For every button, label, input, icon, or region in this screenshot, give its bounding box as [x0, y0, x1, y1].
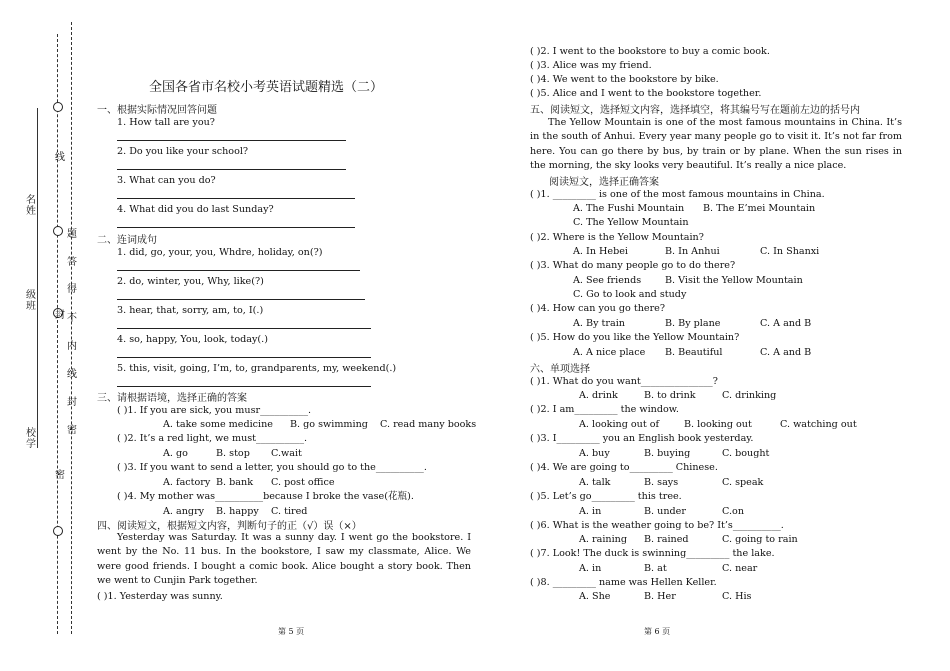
- s6-q3-option-b: B. buying: [644, 448, 691, 459]
- s2-question-3: 3. hear, that, sorry, am, to, I(.): [117, 305, 264, 316]
- binding-hole-2: [53, 226, 63, 236]
- s3-q4-option-b: B. happy: [216, 506, 259, 517]
- s2-question-5: 5. this, visit, going, I’m, to, grandparents, my, weekend(.): [117, 363, 397, 374]
- answer-line: [117, 198, 355, 199]
- s4-item-2: ( )2. I went to the bookstore to buy a comic book.: [530, 46, 770, 57]
- s6-q3-option-a: A. buy: [579, 448, 610, 459]
- s5-q2-option-b: B. In Anhui: [665, 246, 720, 257]
- s5-q5-option-b: B. Beautiful: [665, 347, 723, 358]
- s5-q2-option-a: A. In Hebei: [573, 246, 628, 257]
- s3-q1-option-b: B. go swimming: [290, 419, 368, 430]
- s4-item-3: ( )3. Alice was my friend.: [530, 60, 652, 71]
- section-6-heading: 六、单项选择: [530, 364, 590, 375]
- s6-q2-option-b: B. looking out: [684, 419, 752, 430]
- section-1-heading: 一、根据实际情况回答问题: [97, 105, 217, 116]
- s3-q1-option-a: A. take some medicine: [163, 419, 273, 430]
- s5-question-5: ( )5. How do you like the Yellow Mountain?: [530, 332, 740, 343]
- s5-q1-option-b: B. The E’mei Mountain: [703, 203, 816, 214]
- s6-q1-option-b: B. to drink: [644, 390, 696, 401]
- s5-q4-option-a: A. By train: [573, 318, 625, 329]
- s3-q2-option-c: C.wait: [271, 448, 302, 459]
- s3-q3-option-a: A. factory: [163, 477, 211, 488]
- s5-q3-option-c: C. Go to look and study: [573, 289, 687, 300]
- s1-question-1: 1. How tall are you?: [117, 117, 215, 128]
- s6-question-3: ( )3. I_________ you an English book yesterday.: [530, 433, 754, 444]
- s2-question-1: 1. did, go, your, you, Whdre, holiday, on(?): [117, 247, 323, 258]
- s6-q5-option-b: B. under: [644, 506, 686, 517]
- s5-question-3: ( )3. What do many people go to do there?: [530, 260, 736, 271]
- answer-line: [117, 357, 371, 358]
- s6-q5-option-a: A. in: [579, 506, 602, 517]
- s3-q2-option-b: B. stop: [216, 448, 250, 459]
- seal-char-mi: 密: [55, 470, 65, 481]
- s6-q7-option-a: A. in: [579, 563, 602, 574]
- s5-passage: The Yellow Mountain is one of the most famous mountains in China. It’s in the south of Anhui. Every year many people go to visit it. It’s not far from here. You can go there by bus, by train or by plane. When the sun rises in the morning, the sky looks very beautiful. It’s really a nice place.: [530, 117, 902, 172]
- answer-line: [117, 140, 346, 141]
- page-number-right: 第 6 页: [644, 627, 671, 636]
- s5-q5-option-a: A. A nice place: [573, 347, 646, 358]
- s5-q2-option-c: C. In Shanxi: [760, 246, 820, 257]
- s3-q4-option-a: A. angry: [163, 506, 205, 517]
- s6-q4-option-a: A. talk: [579, 477, 611, 488]
- name-label: 名姓: [26, 195, 36, 217]
- s6-q8-option-a: A. She: [579, 591, 611, 602]
- s5-question-1: ( )1. _________ is one of the most famous mountains in China.: [530, 189, 825, 200]
- s6-q7-option-c: C. near: [722, 563, 758, 574]
- answer-line: [117, 227, 355, 228]
- seal-char-2: 题: [67, 229, 77, 240]
- s5-q4-option-b: B. By plane: [665, 318, 721, 329]
- s6-question-2: ( )2. I am_________ the window.: [530, 404, 679, 415]
- s6-q1-option-c: C. drinking: [722, 390, 777, 401]
- s6-q8-option-b: B. Her: [644, 591, 676, 602]
- seal-char-8: 封: [67, 397, 77, 408]
- s6-q2-option-a: A. looking out of: [579, 419, 660, 430]
- s5-q3-option-a: A. See friends: [573, 275, 642, 286]
- s3-question-4: ( )4. My mother was__________because I broke the vase(花瓶).: [117, 491, 414, 502]
- section-5-heading: 五、阅读短文，选择短文内容，选择填空，将其编号写在题前左边的括号内: [530, 105, 860, 116]
- s4-item-1: ( )1. Yesterday was sunny.: [97, 591, 223, 602]
- s4-passage: Yesterday was Saturday. It was a sunny day. I went go the bookstore. I went by the No. 11 bus. In the bookstore, I saw my classmate, Alice. We were good friends. I bought a comic book. Alice bought a story book. Then we went to Cunjin Park together.: [97, 532, 471, 587]
- seal-char-3: 答: [67, 257, 77, 268]
- binding-hole-4: [53, 526, 63, 536]
- s6-question-1: ( )1. What do you want_______________?: [530, 376, 718, 387]
- section-4-heading: 四、阅读短文，根据短文内容，判断句子的正（√）误（×）: [97, 521, 362, 532]
- binding-hole-1: [53, 102, 63, 112]
- s6-q6-option-c: C. going to rain: [722, 534, 798, 545]
- seal-char-6: 内: [67, 341, 77, 352]
- s6-question-4: ( )4. We are going to_________ Chinese.: [530, 462, 718, 473]
- seal-char-4: 得: [67, 284, 77, 295]
- seal-char-9: 密: [67, 425, 77, 436]
- s6-q4-option-c: C. speak: [722, 477, 764, 488]
- s5-q1-option-a: A. The Fushi Mountain: [573, 203, 685, 214]
- s6-q8-option-c: C. His: [722, 591, 752, 602]
- s3-q3-option-c: C. post office: [271, 477, 335, 488]
- dashed-cut-line: [71, 22, 72, 634]
- s6-question-5: ( )5. Let’s go_________ this tree.: [530, 491, 682, 502]
- answer-line: [117, 169, 346, 170]
- s6-q3-option-c: C. bought: [722, 448, 770, 459]
- s3-question-2: ( )2. It’s a red light, we must__________.: [117, 433, 308, 444]
- school-label: 校学: [26, 428, 36, 450]
- s3-q1-option-c: C. read many books: [380, 419, 477, 430]
- s3-question-3: ( )3. If you want to send a letter, you should go to the__________.: [117, 462, 427, 473]
- seal-line: [57, 34, 58, 634]
- s6-q6-option-a: A. raining: [579, 534, 627, 545]
- s6-q5-option-c: C.on: [722, 506, 745, 517]
- s5-question-2: ( )2. Where is the Yellow Mountain?: [530, 232, 704, 243]
- s6-question-8: ( )8. _________ name was Hellen Keller.: [530, 577, 717, 588]
- section-2-heading: 二、连词成句: [97, 235, 157, 246]
- s6-question-6: ( )6. What is the weather going to be? It’s__________.: [530, 520, 784, 531]
- s1-question-2: 2. Do you like your school?: [117, 146, 249, 157]
- s1-question-3: 3. What can you do?: [117, 175, 216, 186]
- s5-q3-option-b: B. Visit the Yellow Mountain: [665, 275, 803, 286]
- page-number-left: 第 5 页: [278, 627, 305, 636]
- section-3-heading: 三、请根据语境，选择正确的答案: [97, 393, 247, 404]
- s1-question-4: 4. What did you do last Sunday?: [117, 204, 274, 215]
- s2-question-4: 4. so, happy, You, look, today(.): [117, 334, 268, 345]
- s6-q2-option-c: C. watching out: [780, 419, 857, 430]
- s4-item-4: ( )4. We went to the bookstore by bike.: [530, 74, 719, 85]
- page-title: 全国各省市名校小考英语试题精选（二）: [149, 80, 384, 95]
- s5-question-4: ( )4. How can you go there?: [530, 303, 665, 314]
- s5-subheading: 阅读短文，选择正确答案: [549, 177, 659, 188]
- s6-q6-option-b: B. rained: [644, 534, 689, 545]
- s3-q2-option-a: A. go: [163, 448, 188, 459]
- s4-item-5: ( )5. Alice and I went to the bookstore together.: [530, 88, 762, 99]
- s3-q3-option-b: B. bank: [216, 477, 254, 488]
- s5-q4-option-c: C. A and B: [760, 318, 812, 329]
- s5-q5-option-c: C. A and B: [760, 347, 812, 358]
- s2-question-2: 2. do, winter, you, Why, like(?): [117, 276, 264, 287]
- s5-q1-option-c: C. The Yellow Mountain: [573, 217, 689, 228]
- seal-char-7: 线: [67, 369, 77, 380]
- s6-q1-option-a: A. drink: [579, 390, 618, 401]
- answer-line: [117, 328, 371, 329]
- answer-line: [117, 299, 365, 300]
- answer-line: [117, 386, 371, 387]
- seal-char-5: 不: [67, 313, 77, 324]
- seal-char-feng: 封: [55, 310, 65, 321]
- class-label: 级班: [26, 290, 36, 312]
- s6-q4-option-b: B. says: [644, 477, 679, 488]
- name-class-school-line: [37, 108, 38, 448]
- s3-question-1: ( )1. If you are sick, you musr__________.: [117, 405, 312, 416]
- seal-char-1: 线: [55, 152, 65, 163]
- s3-q4-option-c: C. tired: [271, 506, 308, 517]
- answer-line: [117, 270, 360, 271]
- s6-q7-option-b: B. at: [644, 563, 667, 574]
- s6-question-7: ( )7. Look! The duck is swinning_________ the lake.: [530, 548, 775, 559]
